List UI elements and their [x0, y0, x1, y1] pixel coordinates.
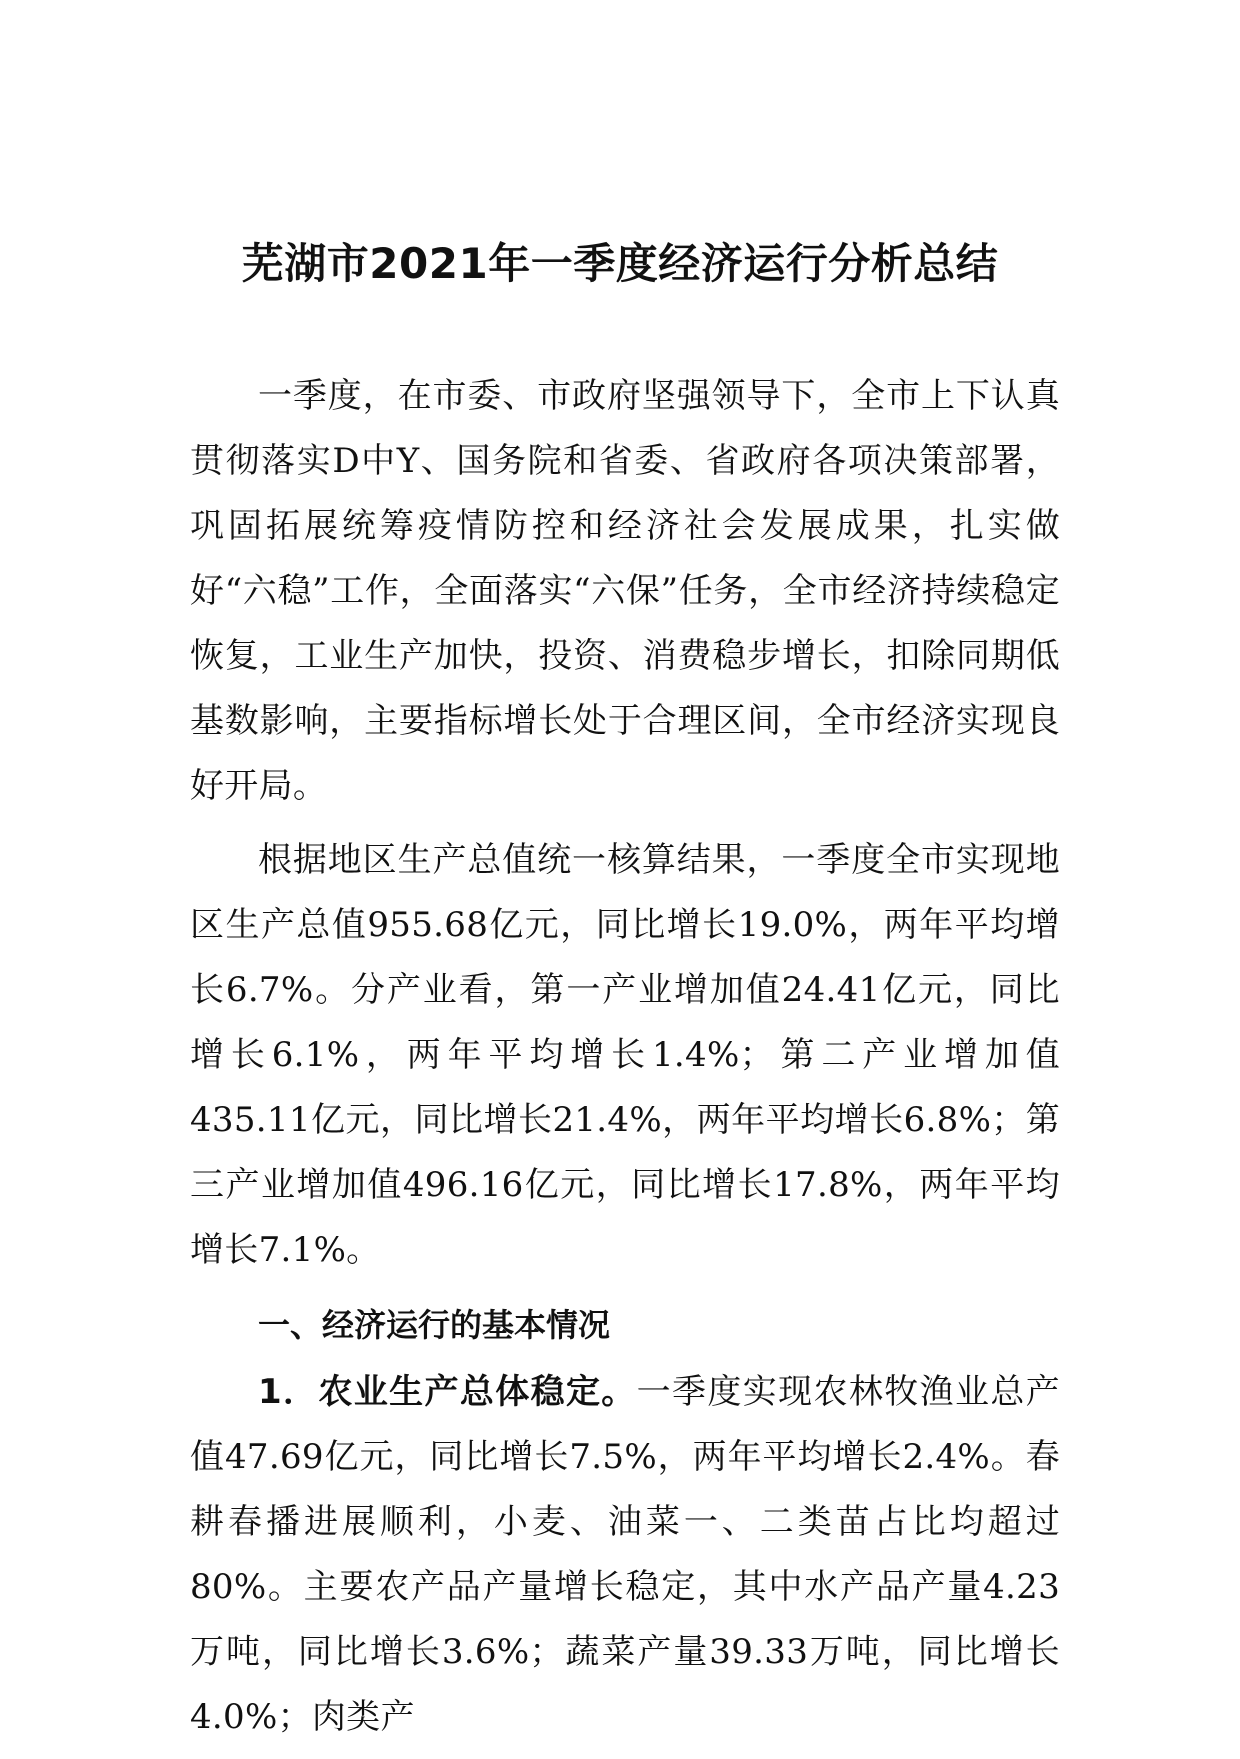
paragraph-intro: 一季度，在市委、市政府坚强领导下，全市上下认真贯彻落实D中Y、国务院和省委、省政府各项决策部署，巩固拓展统筹疫情防控和经济社会发展成果，扎实做好“六稳”工作，全面落实“六保”任务，全市经济持续稳定恢复，工业生产加快，投资、消费稳步增长，扣除同期低基数影响，主要指标增长处于合理区间，全市经济实现良好开局。 — [190, 376, 1060, 806]
paragraph-agriculture — [190, 1360, 1060, 1750]
paragraph-gdp: 根据地区生产总值统一核算结果，一季度全市实现地区生产总值955.68亿元，同比增长19.0%，两年平均增长6.7%。分产业看，第一产业增加值24.41亿元，同比增长6.1%，两年平均增长1.4%；第二产业增加值435.11亿元，同比增长21.4%，两年平均增长6.8%；第三产业增加值496.16亿元，同比增长17.8%，两年平均增长7.1%。 — [190, 840, 1060, 1270]
document-body — [190, 364, 1060, 1759]
document-title: 芜湖市2021年一季度经济运行分析总结 — [241, 239, 999, 288]
section-heading: 一、经济运行的基本情况 — [258, 1306, 611, 1344]
item-lead: 1．农业生产总体稳定。 — [258, 1372, 637, 1412]
item-text: 一季度实现农林牧渔业总产值47.69亿元，同比增长7.5%，两年平均增长2.4%。春耕春播进展顺利，小麦、油菜一、二类苗占比均超过80%。主要农产品产量增长稳定，其中水产品产量4.23万吨，同比增长3.6%；蔬菜产量39.33万吨，同比增长4.0%；肉类产 — [190, 1372, 1060, 1737]
